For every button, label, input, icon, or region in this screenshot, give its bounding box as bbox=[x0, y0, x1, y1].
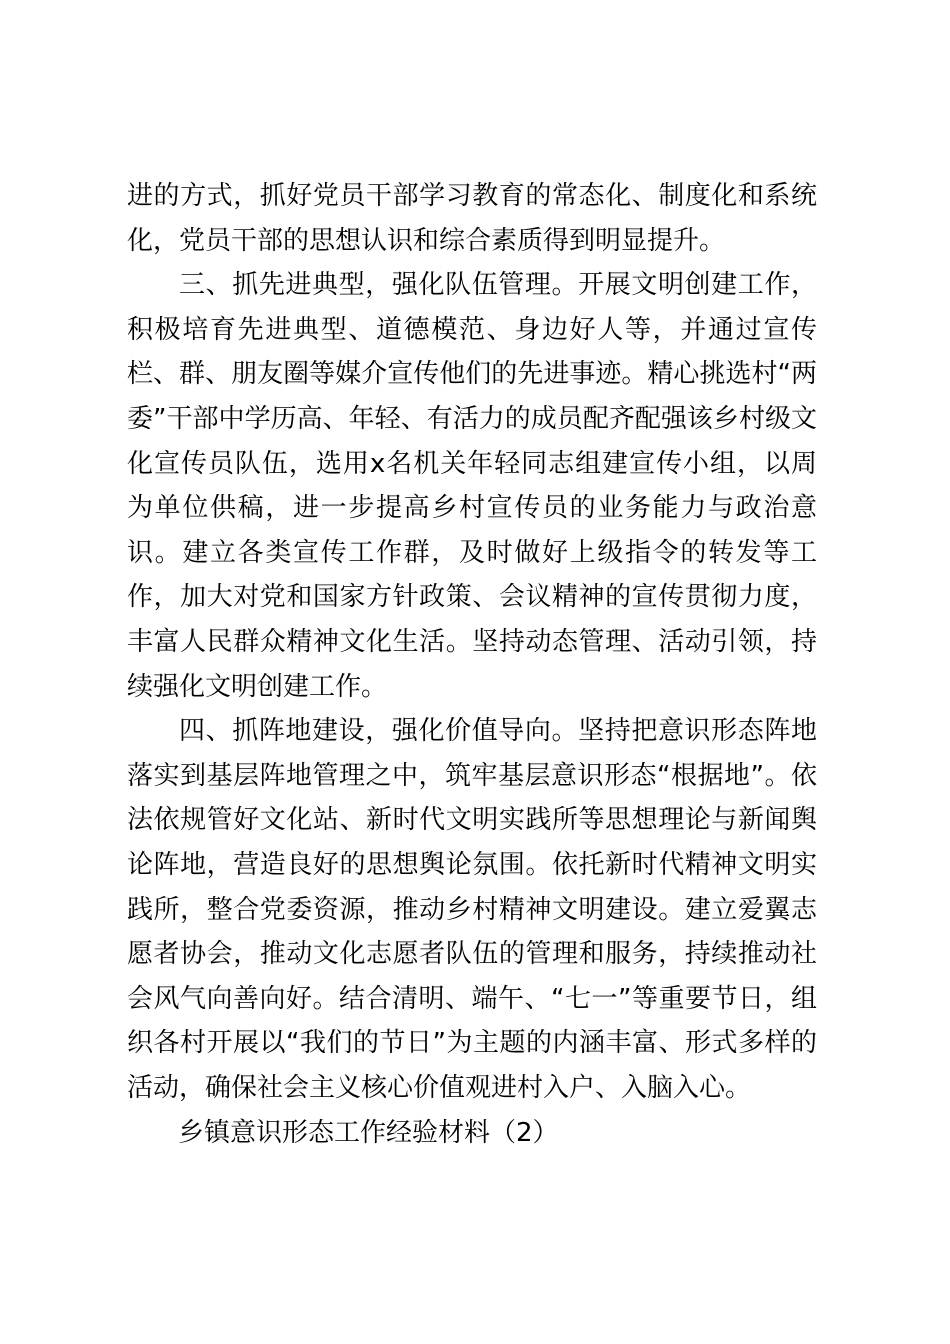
document-body bbox=[127, 174, 817, 1110]
paragraph-continuation: 进的方式，抓好党员干部学习教育的常态化、制度化和系统化，党员干部的思想认识和综合素质得到明显提升。 bbox=[127, 181, 817, 256]
paragraph-section-three: 三、抓先进典型，强化队伍管理。开展文明创建工作，积极培育先进典型、道德模范、身边好人等，并通过宣传栏、群、朋友圈等媒介宣传他们的先进事迹。精心挑选村“两委”干部中学历高、年轻、有活力的成员配齐配强该乡村级文化宣传员队伍，选用x名机关年轻同志组建宣传小组，以周为单位供稿，进一步提高乡村宣传员的业务能力与政治意识。建立各类宣传工作群，及时做好上级指令的转发等工作，加大对党和国家方针政策、会议精神的宣传贯彻力度，丰富人民群众精神文化生活。坚持动态管理、活动引领，持续强化文明创建工作。 bbox=[127, 270, 817, 702]
section-title: 乡镇意识形态工作经验材料（2） bbox=[178, 1118, 559, 1148]
paragraph-section-four: 四、抓阵地建设，强化价值导向。坚持把意识形态阵地落实到基层阵地管理之中，筑牢基层意识形态“根据地”。依法依规管好文化站、新时代文明实践所等思想理论与新闻舆论阵地，营造良好的思想舆论氛围。依托新时代精神文明实践所，整合党委资源，推动乡村精神文明建设。建立爱翼志愿者协会，推动文化志愿者队伍的管理和服务，持续推动社会风气向善向好。结合清明、端午、“七一”等重要节日，组织各村开展以“我们的节日”为主题的内涵丰富、形式多样的活动，确保社会主义核心价值观进村入户、入脑入心。 bbox=[127, 716, 817, 1103]
